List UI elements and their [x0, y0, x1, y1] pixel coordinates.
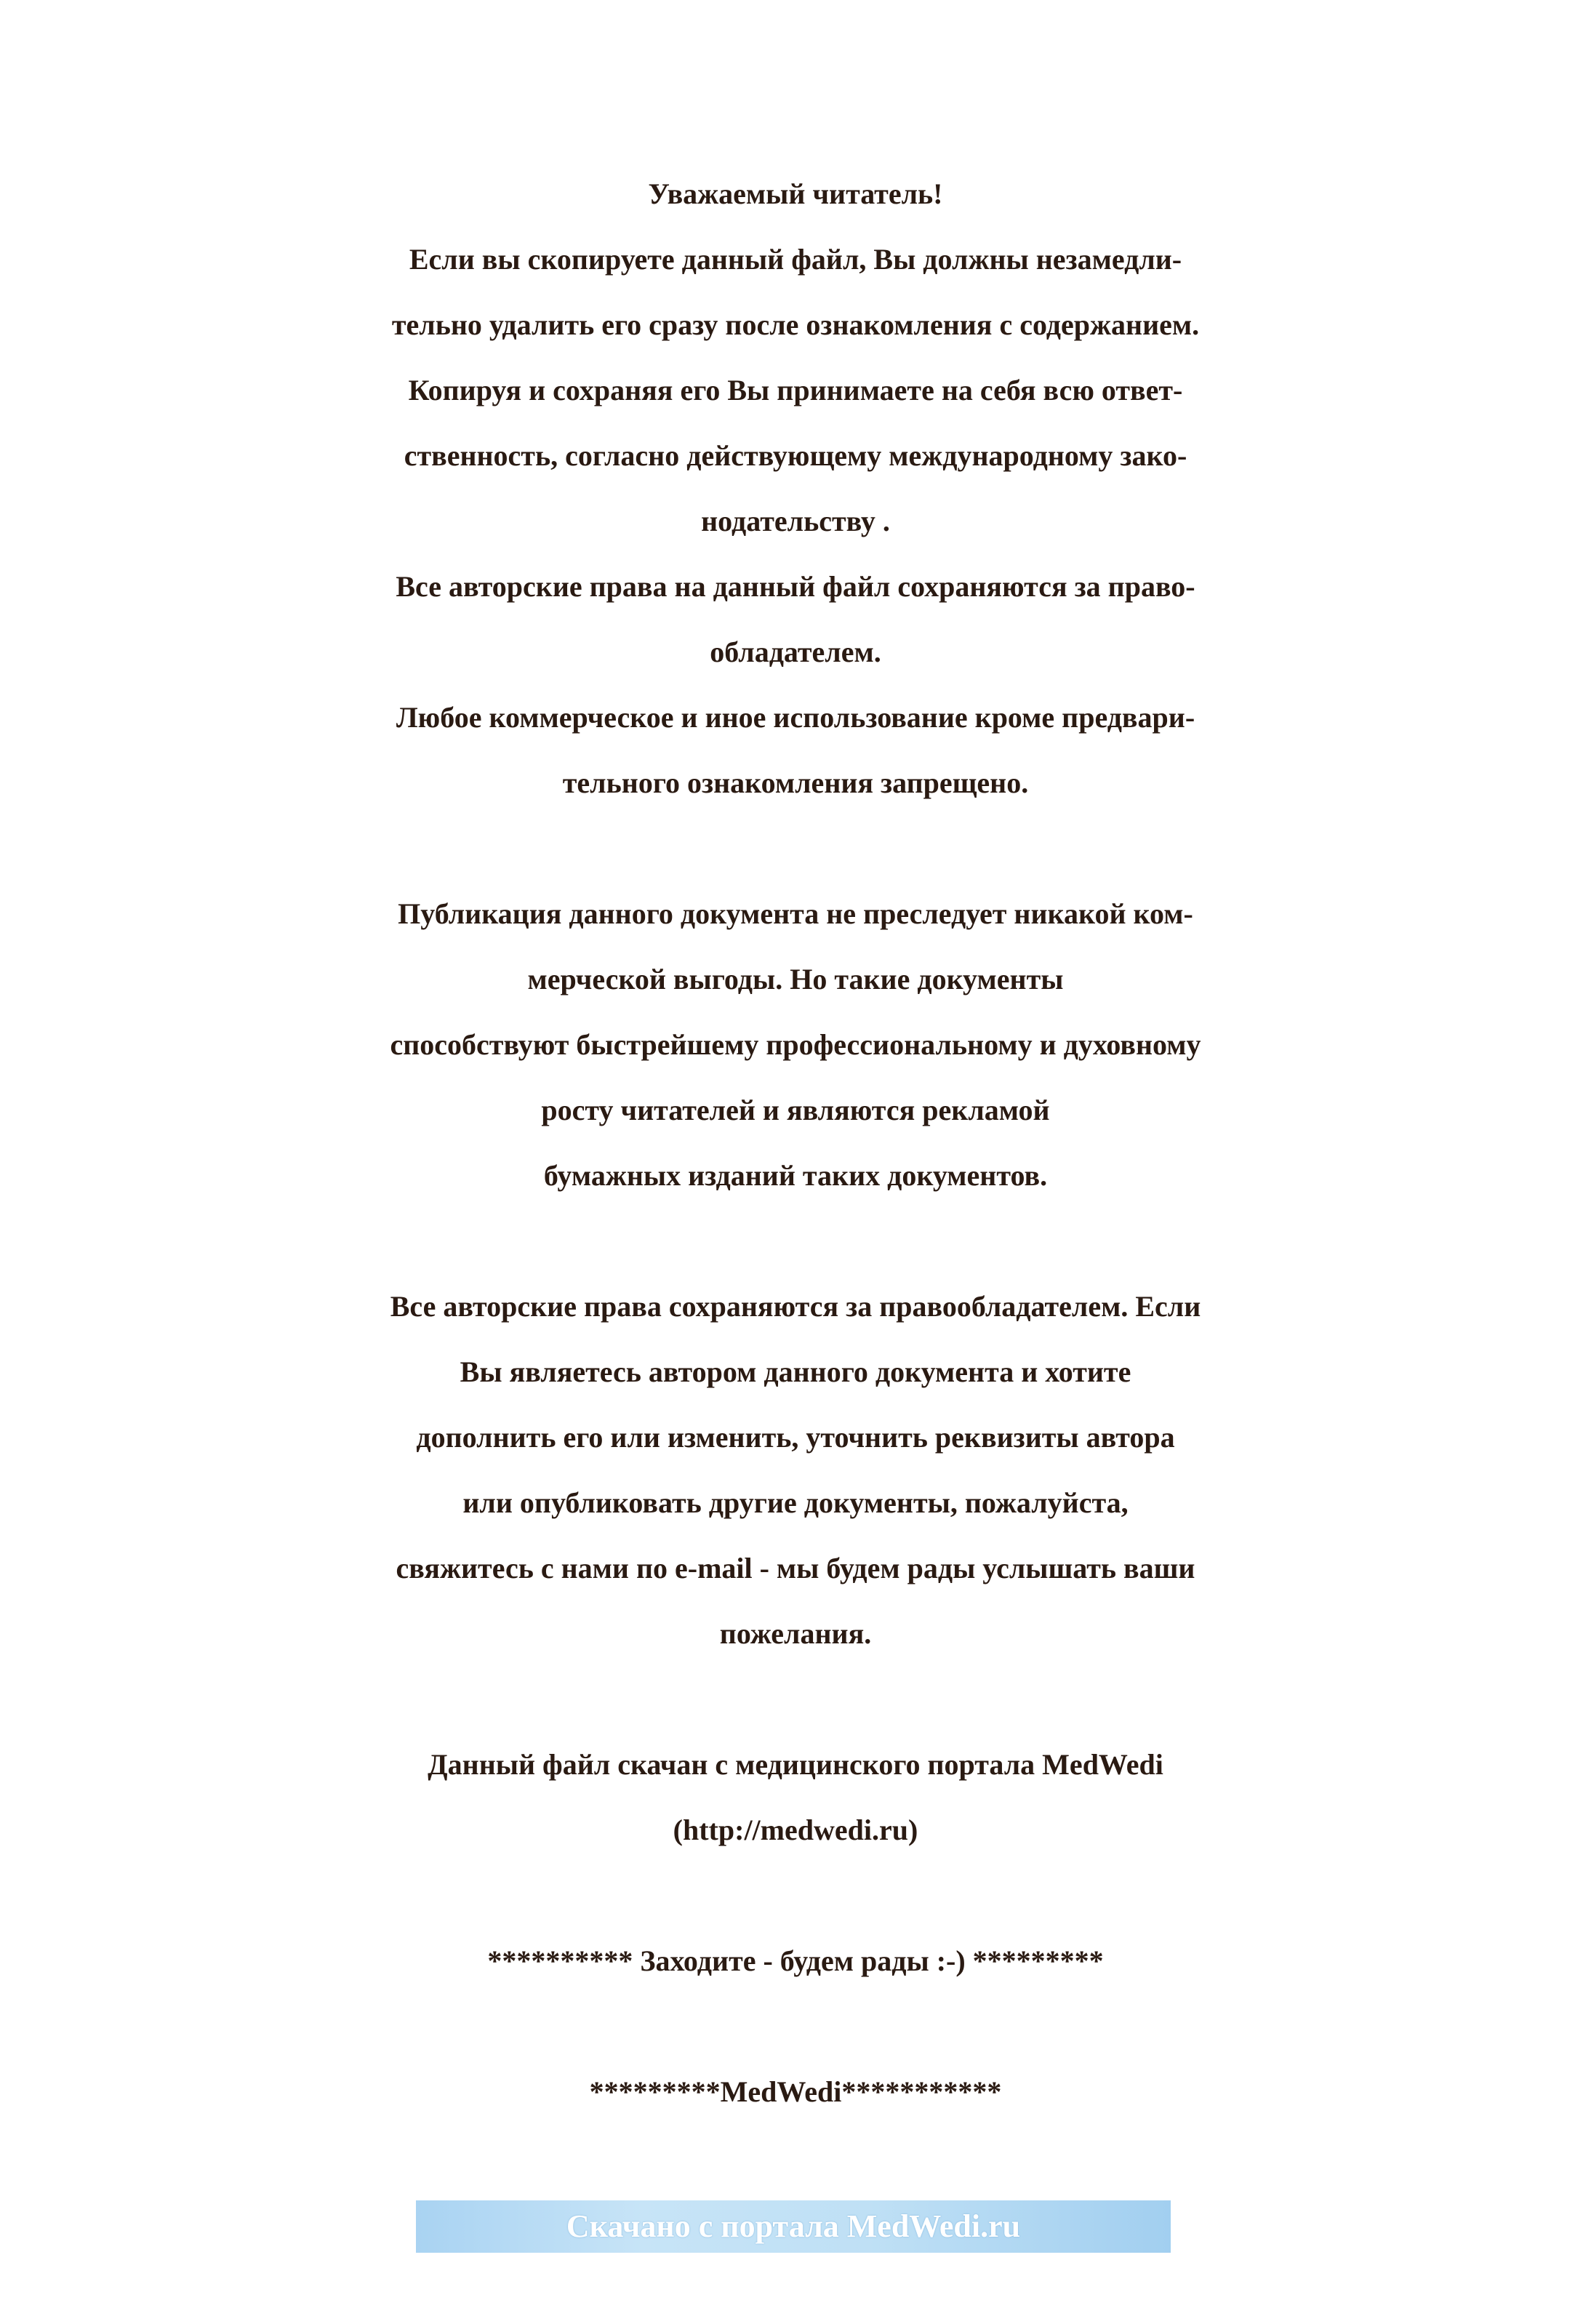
brand-line: *********MedWedi***********: [589, 2075, 1002, 2108]
notice-line: нодательству .: [701, 505, 890, 537]
download-banner: Скачано с портала MedWedi.ru: [416, 2200, 1171, 2253]
publication-line: мерческой выгоды. Но такие документы: [527, 963, 1064, 995]
notice-line: Любое коммерческое и иное использование кроме предвари-: [396, 701, 1195, 734]
welcome-line: ********** Заходите - будем рады :-) *********: [487, 1944, 1104, 1977]
rights-line: свяжитесь с нами по e-mail - мы будем рады услышать ваши: [396, 1552, 1195, 1584]
publication-line: способствуют быстрейшему профессиональному и духовному: [390, 1028, 1201, 1061]
notice-line: тельно удалить его сразу после ознакомления с содержанием.: [391, 308, 1200, 341]
source-line: Данный файл скачан с медицинского портала MedWedi: [428, 1748, 1163, 1781]
publication-line: росту читателей и являются рекламой: [541, 1094, 1050, 1126]
notice-line: Если вы скопируете данный файл, Вы должны незамедли-: [409, 243, 1182, 276]
notice-line: тельного ознакомления запрещено.: [562, 766, 1029, 799]
publication-line: бумажных изданий таких документов.: [543, 1159, 1048, 1192]
rights-line: Все авторские права сохраняются за правообладателем. Если: [390, 1290, 1201, 1323]
notice-line: обладателем.: [710, 636, 881, 668]
source-url: (http://medwedi.ru): [673, 1814, 918, 1846]
notice-line: Все авторские права на данный файл сохраняются за право-: [396, 570, 1195, 603]
notice-line: ственность, согласно действующему международному зако-: [404, 439, 1187, 472]
rights-line: Вы являетесь автором данного документа и хотите: [460, 1355, 1131, 1388]
rights-line: пожелания.: [719, 1617, 872, 1650]
rights-line: дополнить его или изменить, уточнить реквизиты автора: [416, 1421, 1175, 1454]
publication-line: Публикация данного документа не преследует никакой ком-: [398, 897, 1193, 930]
notice-line: Копируя и сохраняя его Вы принимаете на себя всю ответ-: [408, 374, 1183, 406]
rights-line: или опубликовать другие документы, пожалуйста,: [462, 1486, 1129, 1519]
notice-heading: Уважаемый читатель!: [648, 177, 943, 210]
